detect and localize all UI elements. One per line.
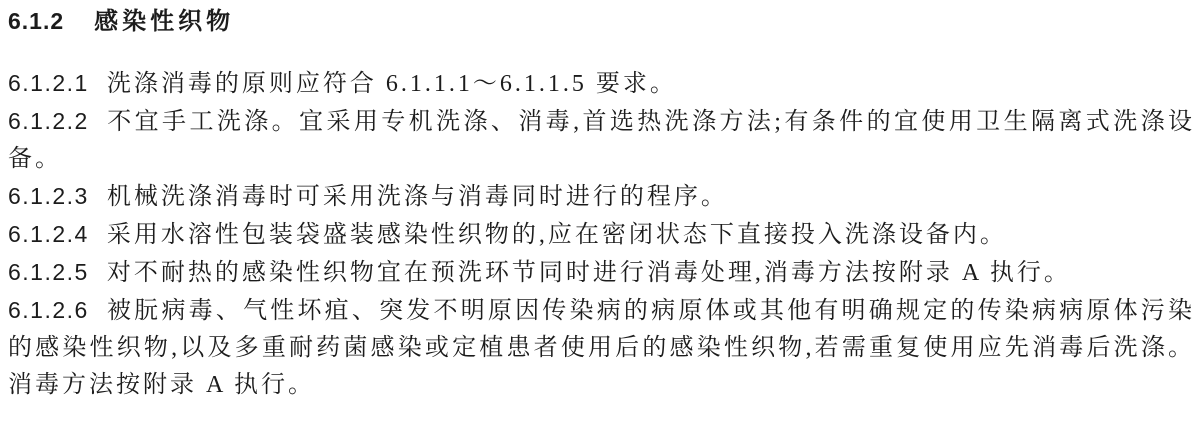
clause-number: 6.1.2.4	[8, 221, 89, 247]
section-heading	[8, 5, 1195, 38]
clause-6-1-2-3	[8, 178, 1195, 216]
clause-text: 被朊病毒、气性坏疽、突发不明原因传染病的病原体或其他有明确规定的传染病病原体污染的感染性织物,以及多重耐药菌感染或定植患者使用后的感染性织物,若需重复使用应先消毒后洗涤。消毒方法按附录 A 执行。	[8, 298, 1195, 398]
clause-text: 机械洗涤消毒时可采用洗涤与消毒同时进行的程序。	[106, 184, 728, 210]
section-title: 感染性织物	[94, 8, 235, 35]
clause-number: 6.1.2.1	[8, 70, 89, 96]
clause-6-1-2-2	[8, 103, 1195, 178]
clause-text: 采用水溶性包装袋盛装感染性织物的,应在密闭状态下直接投入洗涤设备内。	[106, 222, 1007, 248]
clause-6-1-2-1	[8, 65, 1195, 103]
clause-6-1-2-6	[8, 292, 1195, 404]
section-number: 6.1.2	[8, 8, 65, 34]
clause-number: 6.1.2.5	[8, 259, 89, 285]
clause-6-1-2-5	[8, 254, 1195, 292]
clause-text: 对不耐热的感染性织物宜在预洗环节同时进行消毒处理,消毒方法按附录 A 执行。	[106, 260, 1071, 286]
clause-number: 6.1.2.2	[8, 108, 89, 134]
clause-6-1-2-4	[8, 216, 1195, 254]
clause-text: 不宜手工洗涤。宜采用专机洗涤、消毒,首选热洗涤方法;有条件的宜使用卫生隔离式洗涤设备。	[8, 109, 1195, 172]
clause-number: 6.1.2.6	[8, 297, 89, 323]
clause-text: 洗涤消毒的原则应符合 6.1.1.1～6.1.1.5 要求。	[106, 71, 677, 97]
clause-number: 6.1.2.3	[8, 183, 89, 209]
